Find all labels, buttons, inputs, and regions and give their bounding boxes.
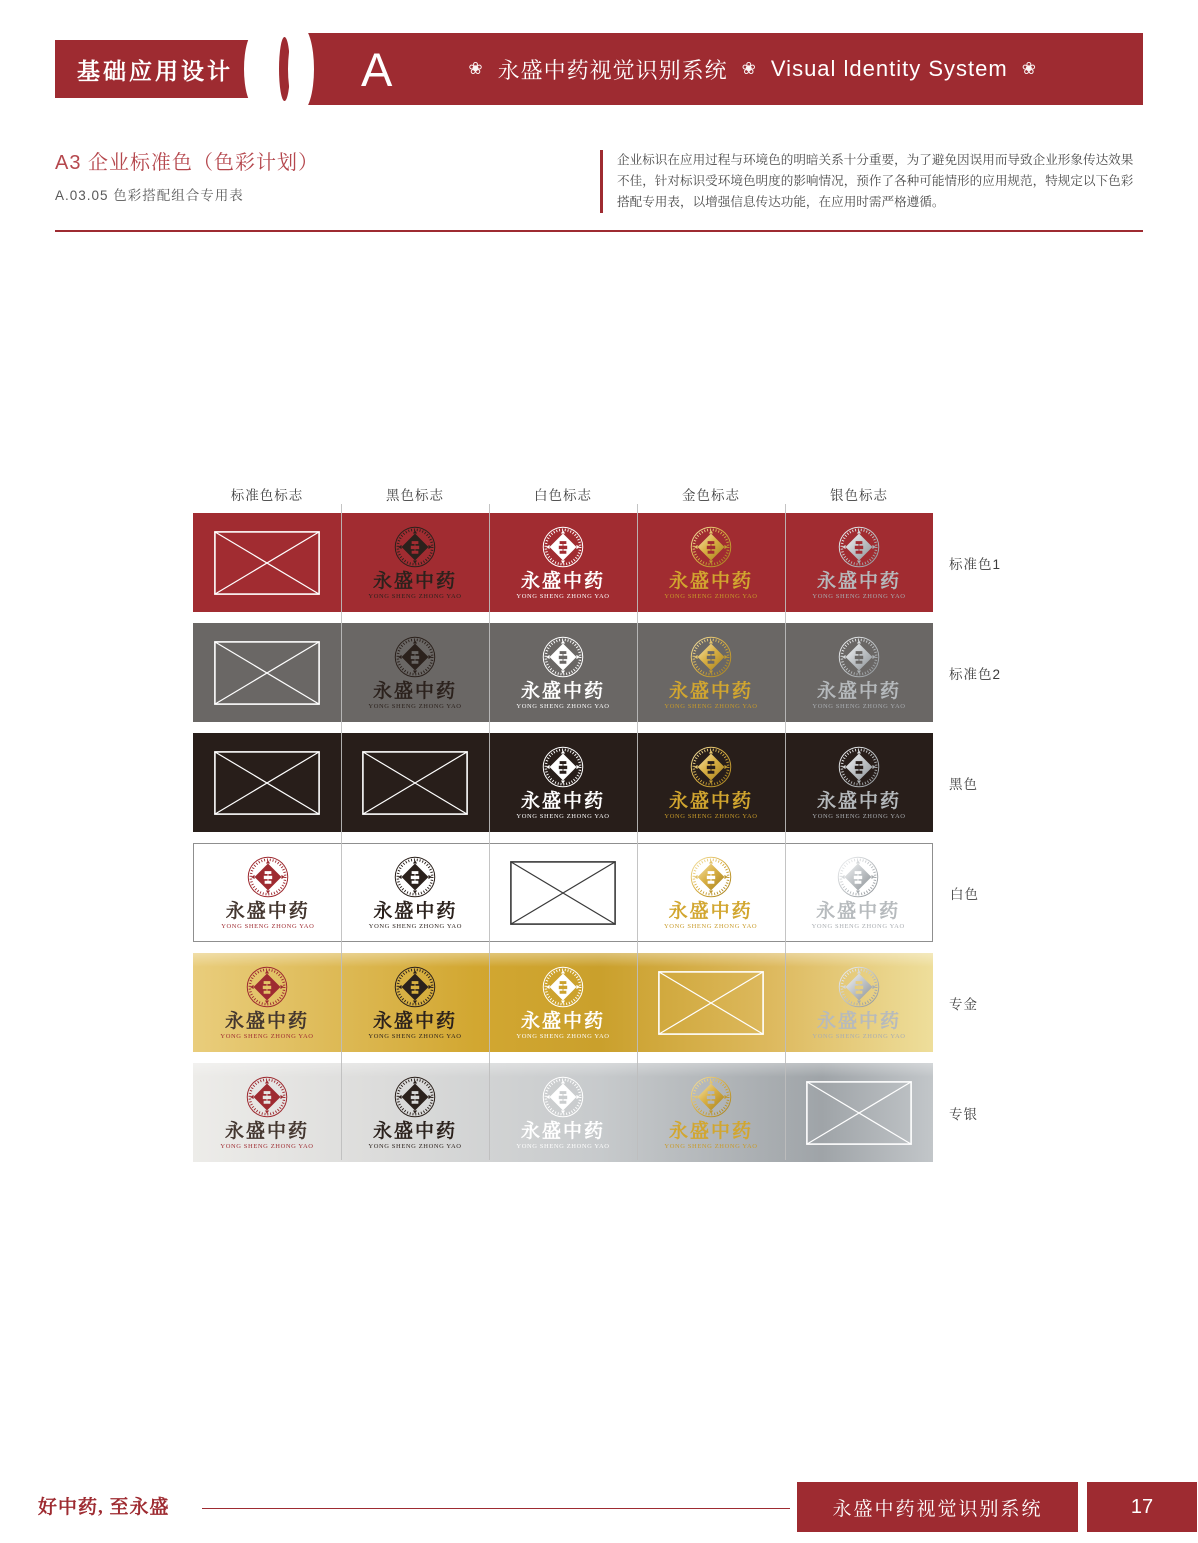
table-cell-r3c1 bbox=[193, 733, 341, 832]
logo-en-text: YONG SHENG ZHONG YAO bbox=[811, 922, 905, 930]
row-label: 专银 bbox=[949, 1106, 978, 1122]
table-cell-r1c5 bbox=[785, 513, 933, 612]
logo-en-text: YONG SHENG ZHONG YAO bbox=[812, 702, 906, 710]
section-titles bbox=[55, 146, 319, 204]
table-cell-r1c3 bbox=[489, 513, 637, 612]
emblem-seal-icon bbox=[542, 525, 584, 569]
forbidden-cross-box bbox=[806, 1081, 912, 1145]
table-cell-r5c2 bbox=[341, 953, 489, 1052]
logo-zh-text: 永盛中药 bbox=[520, 680, 605, 702]
logo-zh-text: 永盛中药 bbox=[372, 1120, 457, 1142]
logo-white bbox=[516, 525, 609, 601]
logo-en-text: YONG SHENG ZHONG YAO bbox=[664, 1142, 758, 1150]
logo-zh-text: 永盛中药 bbox=[668, 790, 753, 812]
logo-en-text: YONG SHENG ZHONG YAO bbox=[516, 812, 610, 820]
header-title-zh: 永盛中药视觉识别系统 bbox=[497, 57, 728, 83]
header-title-en: Visual ldentity System bbox=[770, 56, 1008, 81]
logo-standard bbox=[221, 855, 314, 931]
logo-en-text: YONG SHENG ZHONG YAO bbox=[368, 592, 462, 600]
emblem-seal-icon bbox=[690, 635, 732, 679]
logo-zh-text: 永盛中药 bbox=[520, 790, 605, 812]
row-label: 白色 bbox=[950, 886, 979, 902]
logo-en-text: YONG SHENG ZHONG YAO bbox=[220, 1142, 314, 1150]
logo-en-text: YONG SHENG ZHONG YAO bbox=[663, 922, 758, 930]
logo-en-text: YONG SHENG ZHONG YAO bbox=[221, 922, 315, 930]
forbidden-cross-box bbox=[362, 751, 468, 815]
divider-rule bbox=[55, 230, 1143, 232]
column-separator bbox=[341, 504, 342, 1160]
emblem-seal-icon bbox=[837, 855, 879, 899]
logo-white bbox=[516, 965, 609, 1041]
emblem-seal-icon bbox=[838, 965, 880, 1009]
forbidden-cross-box bbox=[214, 751, 320, 815]
column-separator bbox=[637, 504, 638, 1160]
emblem-seal-icon bbox=[542, 1075, 584, 1119]
logo-black bbox=[368, 965, 461, 1041]
table-cell-r6c1 bbox=[193, 1063, 341, 1162]
emblem-seal-icon bbox=[246, 965, 288, 1009]
table-cell-r6c4 bbox=[637, 1063, 785, 1162]
table-cell-r3c4 bbox=[637, 733, 785, 832]
emblem-seal-icon bbox=[690, 525, 732, 569]
header-tab bbox=[55, 40, 255, 98]
logo-zh-text: 永盛中药 bbox=[520, 1120, 605, 1142]
emblem-seal-icon bbox=[394, 855, 436, 899]
table-cell-r4c5 bbox=[784, 844, 932, 941]
florette-icon: ❀ bbox=[468, 59, 484, 78]
logo-gold bbox=[664, 525, 757, 601]
table-row-黑色 bbox=[193, 733, 978, 832]
logo-white bbox=[516, 1075, 609, 1151]
logo-en-text: YONG SHENG ZHONG YAO bbox=[812, 592, 906, 600]
table-cell-r5c3 bbox=[489, 953, 637, 1052]
logo-gold bbox=[664, 635, 757, 711]
logo-zh-text: 永盛中药 bbox=[668, 570, 753, 592]
logo-en-text: YONG SHENG ZHONG YAO bbox=[516, 1032, 610, 1040]
logo-white bbox=[516, 745, 609, 821]
page-header bbox=[55, 33, 1143, 105]
emblem-seal-icon bbox=[690, 745, 732, 789]
color-combination-table bbox=[193, 484, 1002, 1173]
page-number: 17 bbox=[1087, 1482, 1197, 1532]
table-cell-r5c4 bbox=[637, 953, 785, 1052]
table-cell-r3c3 bbox=[489, 733, 637, 832]
logo-zh-text: 永盛中药 bbox=[520, 1010, 605, 1032]
logo-zh-text: 永盛中药 bbox=[224, 1120, 309, 1142]
logo-gold bbox=[664, 745, 757, 821]
emblem-seal-icon bbox=[542, 635, 584, 679]
logo-zh-text: 永盛中药 bbox=[816, 1010, 901, 1032]
row-label: 黑色 bbox=[949, 776, 978, 792]
section-code: A.03.05 色彩搭配组合专用表 bbox=[55, 188, 244, 203]
footer-system-label: 永盛中药视觉识别系统 bbox=[797, 1482, 1078, 1532]
column-separator bbox=[489, 504, 490, 1160]
logo-zh-text: 永盛中药 bbox=[372, 570, 457, 592]
logo-en-text: YONG SHENG ZHONG YAO bbox=[664, 812, 758, 820]
logo-black bbox=[368, 525, 461, 601]
column-header-5: 银色标志 bbox=[830, 488, 888, 503]
florette-icon: ❀ bbox=[1021, 59, 1037, 78]
logo-en-text: YONG SHENG ZHONG YAO bbox=[516, 1142, 610, 1150]
logo-black bbox=[368, 635, 461, 711]
table-cell-r1c2 bbox=[341, 513, 489, 612]
logo-zh-text: 永盛中药 bbox=[372, 1010, 457, 1032]
logo-gold bbox=[664, 855, 757, 931]
logo-black bbox=[368, 1075, 461, 1151]
table-cell-r2c1 bbox=[193, 623, 341, 722]
table-cell-r1c4 bbox=[637, 513, 785, 612]
logo-en-text: YONG SHENG ZHONG YAO bbox=[664, 592, 758, 600]
logo-zh-text: 永盛中药 bbox=[520, 570, 605, 592]
logo-en-text: YONG SHENG ZHONG YAO bbox=[220, 1032, 314, 1040]
logo-en-text: YONG SHENG ZHONG YAO bbox=[812, 812, 906, 820]
table-cell-r4c2 bbox=[342, 844, 490, 941]
logo-silver bbox=[812, 525, 905, 601]
logo-silver bbox=[812, 855, 905, 931]
table-cell-r1c1 bbox=[193, 513, 341, 612]
table-cell-r2c2 bbox=[341, 623, 489, 722]
table-rows bbox=[193, 513, 1002, 1162]
table-cell-r4c4 bbox=[637, 844, 785, 941]
logo-zh-text: 永盛中药 bbox=[668, 900, 753, 922]
footer-line bbox=[202, 1508, 790, 1509]
table-cell-r2c4 bbox=[637, 623, 785, 722]
column-header-1: 标准色标志 bbox=[230, 488, 304, 503]
table-cell-r2c3 bbox=[489, 623, 637, 722]
logo-en-text: YONG SHENG ZHONG YAO bbox=[516, 702, 610, 710]
logo-zh-text: 永盛中药 bbox=[668, 1120, 753, 1142]
logo-black bbox=[369, 855, 462, 931]
column-header-4: 金色标志 bbox=[682, 488, 740, 503]
logo-standard bbox=[220, 1075, 313, 1151]
table-cell-r3c5 bbox=[785, 733, 933, 832]
table-cell-r3c2 bbox=[341, 733, 489, 832]
emblem-seal-icon bbox=[838, 525, 880, 569]
table-cell-r6c2 bbox=[341, 1063, 489, 1162]
logo-en-text: YONG SHENG ZHONG YAO bbox=[368, 1142, 462, 1150]
table-cell-r4c3 bbox=[489, 844, 637, 941]
florette-icon: ❀ bbox=[741, 59, 757, 78]
logo-zh-text: 永盛中药 bbox=[668, 680, 753, 702]
forbidden-cross-box bbox=[510, 861, 616, 925]
logo-zh-text: 永盛中药 bbox=[816, 900, 901, 922]
logo-white bbox=[516, 635, 609, 711]
forbidden-cross-box bbox=[658, 971, 764, 1035]
logo-zh-text: 永盛中药 bbox=[372, 680, 457, 702]
logo-zh-text: 永盛中药 bbox=[816, 680, 901, 702]
emblem-seal-icon bbox=[838, 745, 880, 789]
section-letter: A bbox=[361, 42, 393, 96]
column-separator bbox=[785, 504, 786, 1160]
table-cell-r5c5 bbox=[785, 953, 933, 1052]
logo-zh-text: 永盛中药 bbox=[373, 900, 458, 922]
forbidden-cross-box bbox=[214, 641, 320, 705]
logo-zh-text: 永盛中药 bbox=[224, 1010, 309, 1032]
row-label: 专金 bbox=[949, 996, 978, 1012]
logo-gold bbox=[664, 1075, 757, 1151]
logo-en-text: YONG SHENG ZHONG YAO bbox=[368, 702, 462, 710]
logo-en-text: YONG SHENG ZHONG YAO bbox=[368, 922, 462, 930]
emblem-seal-icon bbox=[247, 855, 289, 899]
emblem-seal-icon bbox=[542, 965, 584, 1009]
section-title: A3 企业标准色（色彩计划） bbox=[55, 152, 320, 174]
header-tab-label: 基础应用设计 bbox=[77, 57, 233, 84]
table-cell-r5c1 bbox=[193, 953, 341, 1052]
logo-silver bbox=[812, 635, 905, 711]
logo-en-text: YONG SHENG ZHONG YAO bbox=[664, 702, 758, 710]
table-header-row bbox=[193, 484, 933, 506]
logo-silver bbox=[812, 965, 905, 1041]
table-cell-r6c3 bbox=[489, 1063, 637, 1162]
emblem-seal-icon bbox=[394, 1075, 436, 1119]
table-cell-r4c1 bbox=[194, 844, 342, 941]
emblem-seal-icon bbox=[394, 525, 436, 569]
emblem-seal-icon bbox=[394, 635, 436, 679]
header-banner bbox=[301, 33, 1143, 105]
column-header-2: 黑色标志 bbox=[386, 488, 444, 503]
section-description: 企业标识在应用过程与环境色的明暗关系十分重要，为了避免因误用而导致企业形象传达效果不佳，针对标识受环境色明度的影响情况，预作了各种可能情形的应用规范，特规定以下色彩搭配专用表，以增强信息传达功能，在应用时需严格遵循。 bbox=[600, 150, 1143, 213]
logo-zh-text: 永盛中药 bbox=[816, 790, 901, 812]
header-banner-text bbox=[392, 54, 1143, 85]
logo-zh-text: 永盛中药 bbox=[816, 570, 901, 592]
table-row-专银 bbox=[193, 1063, 978, 1162]
logo-en-text: YONG SHENG ZHONG YAO bbox=[516, 592, 610, 600]
table-cell-r2c5 bbox=[785, 623, 933, 722]
logo-zh-text: 永盛中药 bbox=[225, 900, 310, 922]
emblem-seal-icon bbox=[690, 1075, 732, 1119]
table-row-白色 bbox=[193, 843, 979, 942]
table-row-标准色2 bbox=[193, 623, 1002, 722]
row-label: 标准色2 bbox=[949, 666, 1002, 682]
logo-silver bbox=[812, 745, 905, 821]
forbidden-cross-box bbox=[214, 531, 320, 595]
emblem-seal-icon bbox=[542, 745, 584, 789]
column-header-3: 白色标志 bbox=[534, 488, 592, 503]
logo-en-text: YONG SHENG ZHONG YAO bbox=[812, 1032, 906, 1040]
footer-slogan: 好中药, 至永盛 bbox=[38, 1497, 170, 1518]
logo-standard bbox=[220, 965, 313, 1041]
table-row-专金 bbox=[193, 953, 978, 1052]
row-label: 标准色1 bbox=[949, 556, 1002, 572]
logo-en-text: YONG SHENG ZHONG YAO bbox=[368, 1032, 462, 1040]
emblem-seal-icon bbox=[246, 1075, 288, 1119]
table-row-标准色1 bbox=[193, 513, 1002, 612]
emblem-seal-icon bbox=[690, 855, 732, 899]
emblem-seal-icon bbox=[838, 635, 880, 679]
emblem-seal-icon bbox=[394, 965, 436, 1009]
table-cell-r6c5 bbox=[785, 1063, 933, 1162]
